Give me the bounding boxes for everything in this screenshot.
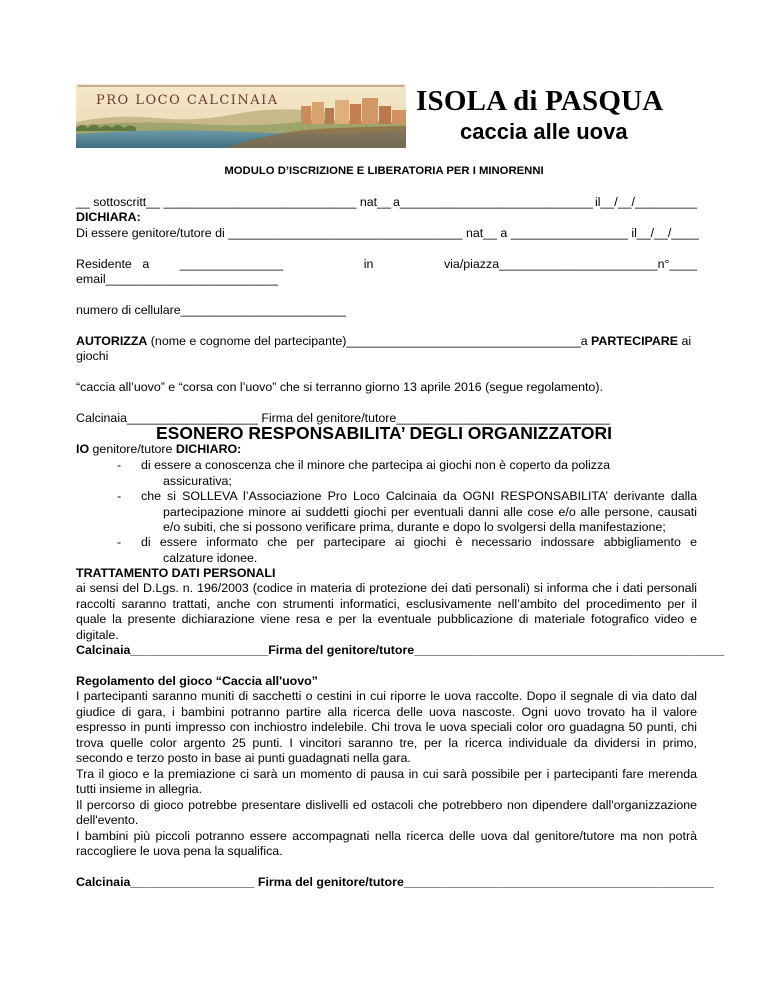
regolamento-line-5: secondo e terzo posto in base ai punti guadagnati nella gara. [76, 751, 411, 765]
bullet-dash: - [117, 458, 122, 472]
regolamento-line-10: I bambini più piccoli potranno essere accompagnati nella ricerca delle uova dal genitore/tutore ma non potrà [76, 829, 697, 843]
esonero-title: ESONERO RESPONSABILITA’ DEGLI ORGANIZZATORI [155, 423, 612, 443]
regolamento-title: Regolamento del gioco “Caccia all'uovo” [76, 674, 318, 688]
privacy-title: TRATTAMENTO DATI PERSONALI [76, 566, 276, 580]
io-dichiaro-line [76, 442, 697, 458]
signature-line-2[interactable]: Calcinaia____________________Firma del genitore/tutore_____________________________________________ [76, 643, 725, 657]
regolamento-line-1: I partecipanti saranno muniti di sacchetti o cestini in cui riporre le uova raccolte. Dopo il segnale di via dato dal [76, 689, 697, 703]
cellulare-field[interactable]: numero di cellulare________________________ [76, 303, 347, 317]
residente-label: Residente [76, 257, 132, 271]
privacy-line-1: ai sensi del D.Lgs. n. 196/2003 (codice in materia di protezione dei dati personali) si informa che i dati personali [76, 581, 697, 595]
birthplace-field[interactable]: a____________________________ [393, 195, 593, 209]
privacy-line-2: raccolti saranno trattati, anche con strumenti informatici, esclusivamente nell’ambito del procedimento per il [76, 597, 697, 611]
regolamento-line-2: giudice di gara, i bambini potranno partire alla ricerca delle uova nascoste. Ogni uovo trovato ha il valore [76, 705, 697, 719]
bullet-2-line-1: che si SOLLEVA l’Associazione Pro Loco Calcinaia da OGNI RESPONSABILITA’ derivante dalla [141, 489, 697, 503]
signature-line-3[interactable]: Calcinaia__________________ Firma del genitore/tutore_____________________________________________ [76, 875, 714, 889]
events-text: “caccia all’uovo” e “corsa con l’uovo” che si terranno giorno 13 aprile 2016 (segue regolamento). [76, 380, 603, 394]
form-line-sottoscritto [76, 195, 697, 211]
form-line-residenza [76, 257, 697, 273]
io-rest: genitore/tutore [89, 442, 176, 456]
logo-text: PRO LOCO CALCINAIA [96, 93, 279, 108]
email-field[interactable]: email_________________________ [76, 272, 278, 286]
bullet-dash: - [117, 535, 122, 549]
dichiara-label: DICHIARA: [76, 210, 141, 224]
participant-name-field[interactable]: (nome e cognome del partecipante)__________________________________a [147, 334, 592, 348]
pro-loco-calcinaia-logo [76, 84, 406, 148]
bullet-3-line-2: calzature idonee. [163, 550, 258, 565]
signature-line-1[interactable]: Calcinaia___________________ Firma del genitore/tutore_______________________________ [76, 411, 610, 425]
bullet-3-line-1: di essere informato che per partecipare ai giochi è necessario indossare abbigliamento e [141, 535, 697, 549]
autorizza-label: AUTORIZZA [76, 334, 148, 348]
sottoscritto-field[interactable]: __ sottoscritt__ ____________________________ nat__ [76, 195, 391, 209]
regolamento-line-11: raccogliere le uova pena la squalifica. [76, 844, 283, 858]
dichiaro-label: DICHIARO: [175, 442, 242, 456]
module-title: MODULO D’ISCRIZIONE E LIBERATORIA PER I MINORENNI [224, 165, 544, 177]
bullet-2-line-2: partecipazione minore ai suddetti giochi per eventuali danni alle cose e/o alle persone, causati [163, 504, 697, 519]
io-label: IO [76, 442, 90, 456]
bullet-2-line-3: e/o subiti, che si possono verificare prima, durante e dopo lo svolgersi della manifestazione; [163, 520, 666, 534]
birthdate-field[interactable]: il__/__/_________ [595, 195, 697, 209]
regolamento-line-7: tutti insieme in allegria. [76, 782, 203, 796]
regolamento-line-9: dell'evento. [76, 813, 139, 827]
privacy-line-4: digitale. [76, 628, 119, 642]
genitore-field[interactable]: Di essere genitore/tutore di __________________________________ nat__ a _________________ il__/__/____ [76, 226, 699, 240]
page-subtitle: caccia alle uova [460, 119, 628, 144]
bullet-1-line-1: di essere a conoscenza che il minore che partecipa ai giochi non è coperto da polizza [141, 458, 611, 472]
page-title: ISOLA di PASQUA [416, 85, 664, 117]
bullet-2 [117, 489, 697, 536]
residence-city-field[interactable]: _______________ [179, 257, 284, 271]
giochi-text: giochi [76, 349, 109, 363]
regolamento-line-3: espresso in punti impresso con inchiostro indelebile. Chi trova le uova speciali color oro guadagna 50 punti, chi [76, 720, 697, 734]
address-field[interactable]: via/piazza_______________________n°____ [443, 257, 697, 271]
partecipare-label: PARTECIPARE [591, 334, 679, 348]
autorizza-line [76, 334, 697, 350]
autorizza-end: ai [678, 334, 692, 348]
privacy-line-3: quale la presente dichiarazione viene resa e per la eventuale pubblicazione di materiale fotografico video e [76, 612, 697, 626]
residente-a-label: a [142, 257, 150, 271]
regolamento-line-6: Tra il gioco e la premiazione ci sarà un momento di pausa in cui sarà possibile per i partecipanti fare merenda [76, 767, 697, 781]
bullet-dash: - [117, 489, 122, 503]
bullet-1-line-2: assicurativa; [163, 473, 232, 488]
residente-in-label: in [363, 257, 374, 271]
regolamento-line-8: Il percorso di gioco potrebbe presentare dislivelli ed ostacoli che potrebbero non dipendere dall'organizzazione [76, 798, 697, 812]
bullet-3 [117, 535, 697, 566]
bullet-1 [117, 458, 697, 489]
regolamento-line-4: trova quelle color argento 25 punti. I vincitori saranno tre, per la ricerca individuale da dividersi in primo, [76, 736, 697, 750]
